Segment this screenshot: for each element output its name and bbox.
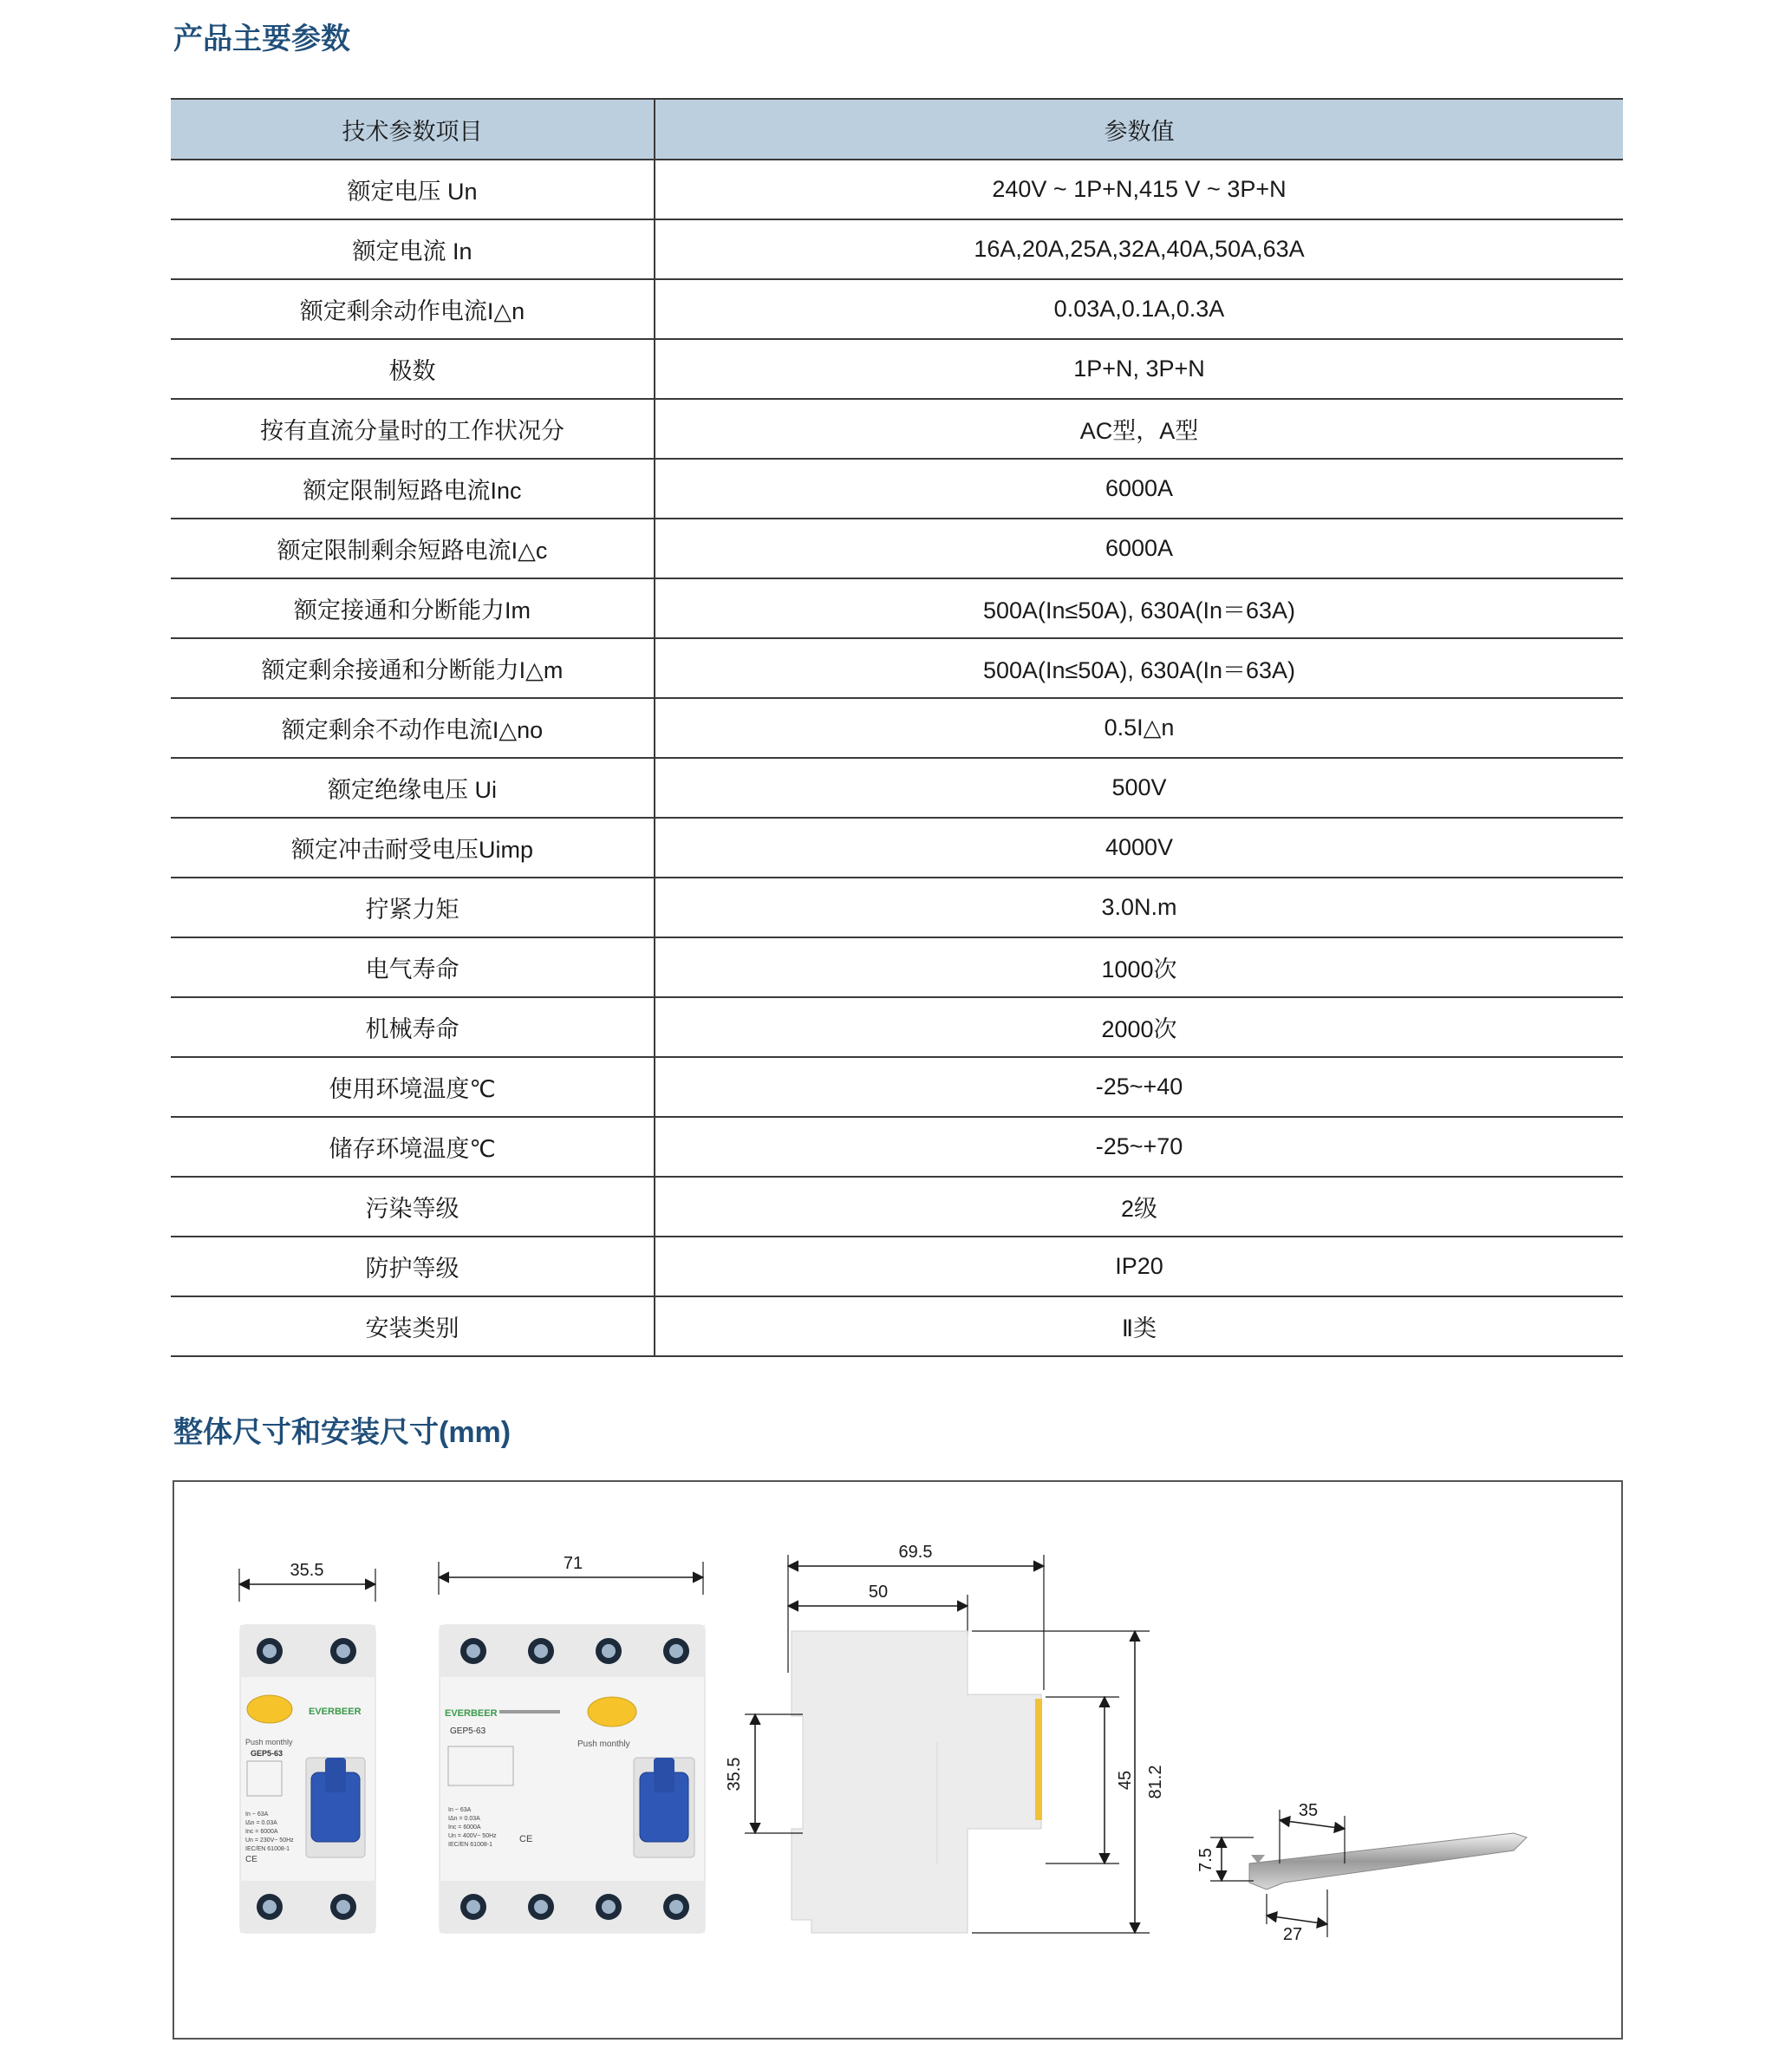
param-name: 污染等级 xyxy=(171,1177,655,1237)
standard-4p: IEC/EN 61008-1 xyxy=(448,1842,492,1848)
device-4p xyxy=(439,1554,705,1933)
dim-total-height: 81.2 xyxy=(1146,1765,1165,1799)
table-row xyxy=(171,160,1623,219)
param-value: 2级 xyxy=(655,1177,1623,1237)
device-2p xyxy=(239,1561,375,1933)
brand-2p: EVERBEER xyxy=(309,1707,362,1717)
table-row xyxy=(171,818,1623,878)
dim-rail-height: 7.5 xyxy=(1196,1848,1215,1872)
table-row xyxy=(171,1117,1623,1177)
param-value: 1P+N, 3P+N xyxy=(655,339,1623,399)
param-name: 防护等级 xyxy=(171,1237,655,1296)
param-name: 额定接通和分断能力Im xyxy=(171,578,655,638)
dim-rail-width: 35 xyxy=(1298,1801,1319,1820)
rating-un-4p: Un = 400V~ 50Hz xyxy=(448,1833,497,1839)
push-text-2p: Push monthly xyxy=(245,1738,293,1746)
param-name: 额定限制短路电流Inc xyxy=(171,459,655,519)
param-value: 6000A xyxy=(655,519,1623,578)
table-body xyxy=(171,160,1623,1356)
rating-idn-2p: IΔn = 0.03A xyxy=(245,1820,277,1826)
param-value: IP20 xyxy=(655,1237,1623,1296)
param-value: 0.5I△n xyxy=(655,698,1623,758)
param-name: 额定限制剩余短路电流I△c xyxy=(171,519,655,578)
table-row xyxy=(171,1057,1623,1117)
table-row xyxy=(171,1177,1623,1237)
param-value: Ⅱ类 xyxy=(655,1296,1623,1356)
param-value: 500A(In≤50A), 630A(In＝63A) xyxy=(655,638,1623,698)
header-item: 技术参数项目 xyxy=(171,99,655,160)
table-row xyxy=(171,937,1623,997)
section-title-dimensions: 整体尺寸和安装尺寸(mm) xyxy=(173,1416,512,1449)
table-row xyxy=(171,459,1623,519)
dimension-drawing xyxy=(174,1482,1621,2038)
ce-mark-2p: CE xyxy=(245,1855,257,1864)
param-name: 按有直流分量时的工作状况分 xyxy=(171,399,655,459)
table-row xyxy=(171,279,1623,339)
table-row xyxy=(171,638,1623,698)
param-name: 电气寿命 xyxy=(171,937,655,997)
param-value: 16A,20A,25A,32A,40A,50A,63A xyxy=(655,219,1623,279)
rating-idn-4p: IΔn = 0.03A xyxy=(448,1816,480,1822)
table-header-row xyxy=(171,99,1623,160)
table-row xyxy=(171,1237,1623,1296)
table-row xyxy=(171,758,1623,818)
dim-front-height: 35.5 xyxy=(725,1757,744,1792)
table-row xyxy=(171,339,1623,399)
dimensions-panel xyxy=(173,1480,1623,2040)
param-value: 500A(In≤50A), 630A(In＝63A) xyxy=(655,578,1623,638)
table-row xyxy=(171,1296,1623,1356)
parameters-table xyxy=(171,98,1623,1357)
param-name: 额定剩余接通和分断能力I△m xyxy=(171,638,655,698)
push-text-4p: Push monthly xyxy=(577,1739,630,1749)
param-name: 机械寿命 xyxy=(171,997,655,1057)
rating-in-4p: In ~ 63A xyxy=(448,1807,472,1813)
param-value: -25~+40 xyxy=(655,1057,1623,1117)
param-name: 额定电压 Un xyxy=(171,160,655,219)
param-name: 使用环境温度℃ xyxy=(171,1057,655,1117)
ce-mark-4p: CE xyxy=(519,1834,533,1844)
table-row xyxy=(171,219,1623,279)
rating-in-2p: In ~ 63A xyxy=(245,1811,269,1818)
param-value: -25~+70 xyxy=(655,1117,1623,1177)
table-row xyxy=(171,698,1623,758)
section-title-parameters: 产品主要参数 xyxy=(173,23,350,55)
param-name: 额定绝缘电压 Ui xyxy=(171,758,655,818)
table-row xyxy=(171,997,1623,1057)
param-value: 1000次 xyxy=(655,937,1623,997)
param-value: 240V ~ 1P+N,415 V ~ 3P+N xyxy=(655,160,1623,219)
dim-rail-inner: 27 xyxy=(1282,1925,1303,1944)
rating-inc-4p: Inc = 6000A xyxy=(448,1824,481,1831)
table-row xyxy=(171,399,1623,459)
param-value: 500V xyxy=(655,758,1623,818)
param-name: 额定电流 In xyxy=(171,219,655,279)
dim-depth-front: 50 xyxy=(868,1583,889,1602)
model-4p: GEP5-63 xyxy=(450,1726,486,1736)
param-value: AC型，A型 xyxy=(655,399,1623,459)
model-2p: GEP5-63 xyxy=(251,1749,283,1758)
dim-width-4p: 71 xyxy=(563,1554,583,1573)
rating-inc-2p: Inc = 6000A xyxy=(245,1829,278,1835)
dim-width-2p: 35.5 xyxy=(290,1561,324,1580)
param-value: 4000V xyxy=(655,818,1623,878)
table-row xyxy=(171,578,1623,638)
param-name: 储存环境温度℃ xyxy=(171,1117,655,1177)
param-name: 额定剩余不动作电流I△no xyxy=(171,698,655,758)
param-value: 0.03A,0.1A,0.3A xyxy=(655,279,1623,339)
param-name: 极数 xyxy=(171,339,655,399)
dim-mid-height: 45 xyxy=(1116,1770,1135,1791)
param-name: 额定剩余动作电流I△n xyxy=(171,279,655,339)
rating-un-2p: Un = 230V~ 50Hz xyxy=(245,1837,294,1844)
param-value: 3.0N.m xyxy=(655,878,1623,937)
device-side-view xyxy=(725,1543,1165,1933)
brand-4p: EVERBEER xyxy=(445,1708,498,1719)
table-row xyxy=(171,878,1623,937)
header-value: 参数值 xyxy=(655,99,1623,160)
param-name: 拧紧力矩 xyxy=(171,878,655,937)
dim-depth-total: 69.5 xyxy=(898,1543,933,1562)
param-name: 安装类别 xyxy=(171,1296,655,1356)
param-value: 6000A xyxy=(655,459,1623,519)
standard-2p: IEC/EN 61008-1 xyxy=(245,1846,290,1852)
table-row xyxy=(171,519,1623,578)
param-value: 2000次 xyxy=(655,997,1623,1057)
din-rail xyxy=(1196,1801,1527,1944)
param-name: 额定冲击耐受电压Uimp xyxy=(171,818,655,878)
